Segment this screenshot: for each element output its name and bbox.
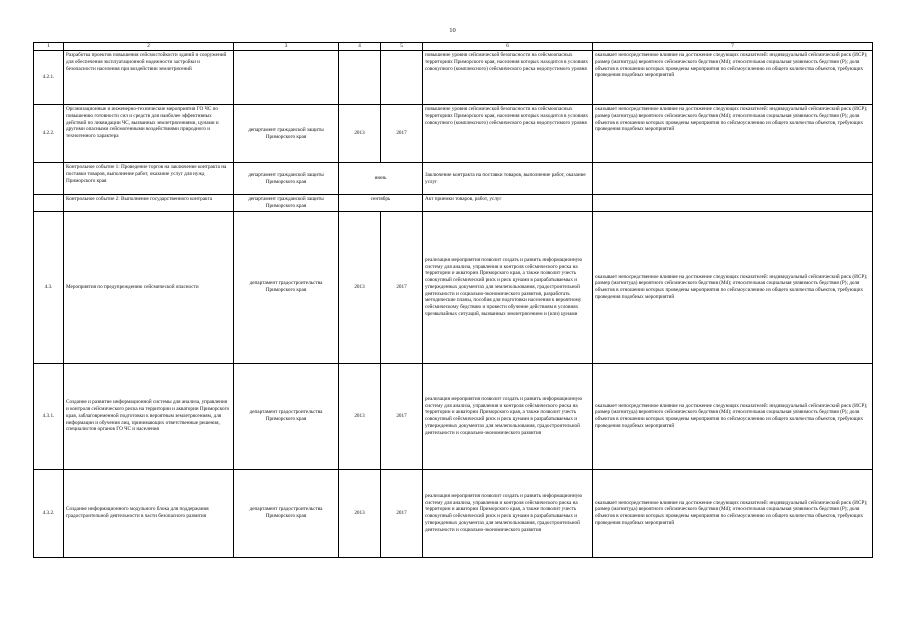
end-year: 2017 <box>381 105 423 163</box>
header-cell: 6 <box>423 43 593 51</box>
row-number: 4.3.2. <box>34 469 64 557</box>
expected-result: реализация мероприятия позволит создать и развить информационную систему для анализа, управления и контроля сейсмического риска на территории и акватории Приморского края, а также позволит учесть совокупный сейсмический риск и риск цунами в разрабатываемых и утвержденных документах для землепользования, градостроительной деятельности и социально-экономического развития <box>423 469 593 557</box>
end-year <box>381 51 423 105</box>
column-number-header <box>34 43 873 51</box>
event-name: Контрольное событие 1: Проведение торгов на заключение контракта на поставки товаров, выполнение работ, оказание услуг для нужд Приморского края <box>64 163 234 195</box>
table-row <box>34 469 873 557</box>
expected-result: реализация мероприятия позволит создать и развить информационную систему для анализа, управления и контроля сейсмического риска на территории и акватории Приморского края, а также позволит учесть совокупный сейсмический риск и риск цунами в разрабатываемых и утвержденных документах для землепользования, градостроительной деятельности и социально-экономического развития, разработать методические планы, пособия для подготовки населения к вероятному сейсмическому бедствию и провести обучение действиям в условиях чрезвычайных ситуаций, вызванных землетрясением и (или) цунами <box>423 211 593 363</box>
header-cell: 5 <box>381 43 423 51</box>
table-row <box>34 105 873 163</box>
control-event-row <box>34 195 873 212</box>
start-year: 2013 <box>339 363 381 469</box>
start-year: 2013 <box>339 469 381 557</box>
indicator-effect: оказывает непосредственное влияние на достижение следующих показателей: индивидуальный сейсмический риск (ИСР); размер (магнитуда) вероятного сейсмического бедствия (Md); относительная социальная уязвимость бедствия (Р); доля объектов в отношении которых проведены мероприятия по сейсмоусилению из общего количества объектов, требующих проведения подобных мероприятий <box>593 211 873 363</box>
header-cell: 4 <box>339 43 381 51</box>
measure-name: Создание и развитие информационной системы для анализа, управления и контроля сейсмического риска на территории и акватории Приморского края, заблаговременной подготовки к вероятным землетрясениям, для информации и обучения лиц, принимающих ответственные решения, специалистов органов ГО ЧС и населения <box>64 363 234 469</box>
table-row <box>34 211 873 363</box>
event-date: сентябрь <box>339 195 423 212</box>
start-year: 2013 <box>339 211 381 363</box>
measure-name: Организационные и инженерно-технические мероприятия ГО ЧС по повышению готовности сил и средств для наиболее эффективных действий по ликвидации ЧС, вызванных землетрясениями, цунами и другими опасными сейсмогенными воздействиями природного и техногенного характера <box>64 105 234 163</box>
responsible: департамент градостроительства Приморского края <box>234 363 339 469</box>
header-cell: 3 <box>234 43 339 51</box>
end-year: 2017 <box>381 469 423 557</box>
indicator-effect: оказывает непосредственное влияние на достижение следующих показателей: индивидуальный сейсмический риск (ИСР); размер (магнитуда) вероятного сейсмического бедствия (Md); относительная социальная уязвимость бедствия (Р); доля объектов в отношении которых проведены мероприятия по сейсмоусилению из общего количества объектов, требующих проведения подобных мероприятий <box>593 51 873 105</box>
responsible: департамент гражданской защиты Приморского края <box>234 105 339 163</box>
row-number: 4.2.2. <box>34 105 64 163</box>
event-result: Заключение контракта на поставки товаров, выполнение работ, оказание услуг <box>423 163 593 195</box>
start-year: 2013 <box>339 105 381 163</box>
expected-result: реализация мероприятия позволит создать и развить информационную систему для анализа, управления и контроля сейсмического риска на территории и акватории Приморского края, а также позволит учесть совокупный сейсмический риск и риск цунами в разрабатываемых и утвержденных документах для землепользования, градостроительной деятельности и социально-экономического развития <box>423 363 593 469</box>
indicator-effect: оказывает непосредственное влияние на достижение следующих показателей: индивидуальный сейсмический риск (ИСР); размер (магнитуда) вероятного сейсмического бедствия (Md); относительная социальная уязвимость бедствия (Р); доля объектов в отношении которых проведены мероприятия по сейсмоусилению из общего количества объектов, требующих проведения подобных мероприятий <box>593 469 873 557</box>
page-number: 10 <box>449 27 456 34</box>
responsible: департамент градостроительства Приморского края <box>234 469 339 557</box>
row-number: 4.3. <box>34 211 64 363</box>
header-cell: 2 <box>64 43 234 51</box>
program-table <box>33 42 873 558</box>
header-cell: 7 <box>593 43 873 51</box>
measure-name: Создание информационного модульного блока для поддержания градостроительной деятельности в части безопасного развития <box>64 469 234 557</box>
event-result: Акт приемки товаров, работ, услуг <box>423 195 593 212</box>
table-row <box>34 363 873 469</box>
header-cell: 1 <box>34 43 64 51</box>
responsible: департамент градостроительства Приморского края <box>234 211 339 363</box>
expected-result: повышение уровня сейсмической безопасности на сейсмоопасных территориях Приморского края, населения которых находится в условиях совокупного (комплексного) сейсмического риска недопустимого уровня <box>423 51 593 105</box>
control-event-row <box>34 163 873 195</box>
end-year: 2017 <box>381 211 423 363</box>
row-number: 4.3.1. <box>34 363 64 469</box>
start-year <box>339 51 381 105</box>
indicator-effect: оказывает непосредственное влияние на достижение следующих показателей: индивидуальный сейсмический риск (ИСР); размер (магнитуда) вероятного сейсмического бедствия (Md); относительная социальная уязвимость бедствия (Р); доля объектов в отношении которых проведены мероприятия по сейсмоусилению из общего количества объектов, требующих проведения подобных мероприятий <box>593 105 873 163</box>
expected-result: повышение уровня сейсмической безопасности на сейсмоопасных территориях Приморского края, населения которых находится в условиях совокупного (комплексного) сейсмического риска недопустимого уровня <box>423 105 593 163</box>
event-name: Контрольное событие 2: Выполнение государственного контракта <box>64 195 234 212</box>
event-date: июнь <box>339 163 423 195</box>
end-year: 2017 <box>381 363 423 469</box>
responsible: департамент гражданской защиты Приморского края <box>234 163 339 195</box>
responsible: департамент гражданской защиты Приморского края <box>234 195 339 212</box>
measure-name: Мероприятия по предупреждению сейсмической опасности <box>64 211 234 363</box>
table-row <box>34 51 873 105</box>
responsible <box>234 51 339 105</box>
measure-name: Разработка проектов повышения сейсмостойкости зданий и сооружений для обеспечения эксплуатационной надежности застройки и безопасности населения при воздействии землетрясений <box>64 51 234 105</box>
row-number: 4.2.1. <box>34 51 64 105</box>
indicator-effect: оказывает непосредственное влияние на достижение следующих показателей: индивидуальный сейсмический риск (ИСР); размер (магнитуда) вероятного сейсмического бедствия (Md); относительная социальная уязвимость бедствия (Р); доля объектов в отношении которых проведены мероприятия по сейсмоусилению из общего количества объектов, требующих проведения подобных мероприятий <box>593 363 873 469</box>
